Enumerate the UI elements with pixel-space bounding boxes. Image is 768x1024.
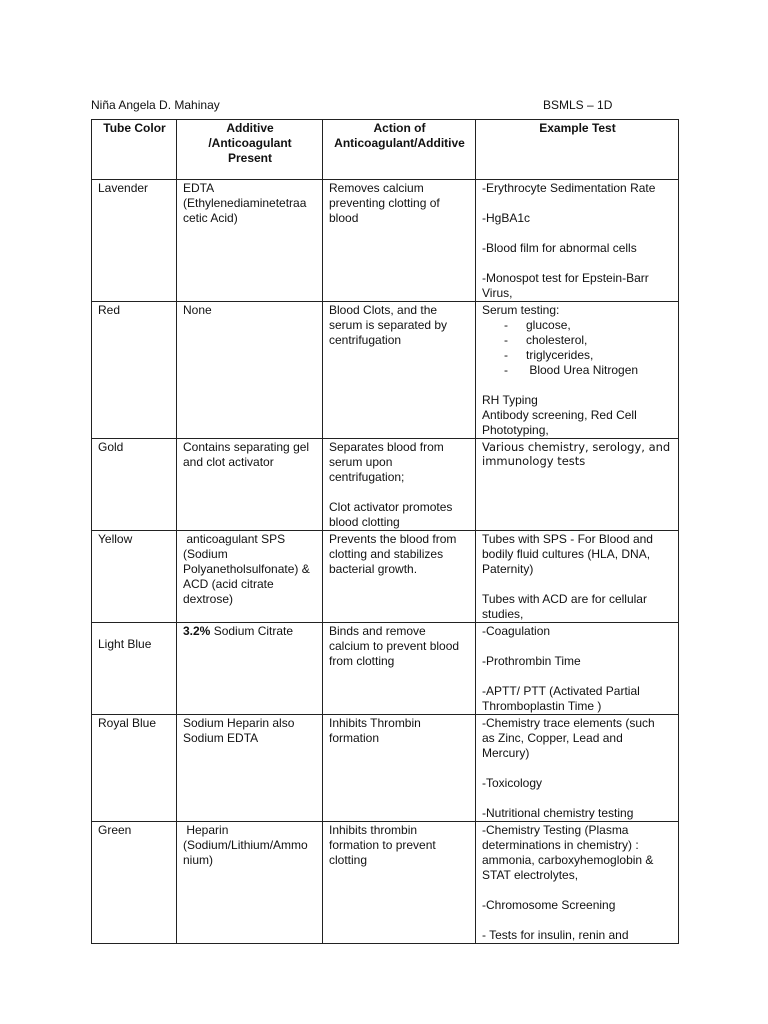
test-item: Antibody screening, Red Cell Phototyping,	[482, 408, 637, 437]
test-item: -Chemistry trace elements (such as Zinc, Copper, Lead and Mercury)	[482, 716, 655, 760]
tube-color-cell	[92, 439, 177, 531]
tube-color-cell	[92, 822, 177, 944]
action-cell	[323, 180, 476, 302]
serum-item: cholesterol,	[526, 333, 588, 347]
additive-percent: 3.2%	[183, 624, 211, 638]
test-item: -HgBA1c	[482, 211, 531, 225]
test-item: -APTT/ PTT (Activated Partial Thromboplastin Time )	[482, 684, 640, 713]
header-action: Action of Anticoagulant/Additive	[323, 120, 476, 180]
tests-cell	[476, 180, 679, 302]
test-item: -Prothrombin Time	[482, 654, 581, 668]
tube-color: Lavender	[98, 181, 149, 195]
test-item: - Tests for insulin, renin and	[482, 928, 629, 942]
additive-cell	[177, 302, 323, 439]
table-row	[92, 623, 679, 715]
tube-color-cell	[92, 623, 177, 715]
tube-color-cell	[92, 302, 177, 439]
table-row	[92, 531, 679, 623]
test-item: -Blood film for abnormal cells	[482, 241, 637, 255]
additive: None	[183, 303, 212, 317]
tests-cell	[476, 302, 679, 439]
additive: anticoagulant SPS (Sodium Polyanetholsulfonate) & ACD (acid citrate dextrose)	[183, 532, 310, 606]
test-item: RH Typing	[482, 393, 538, 407]
action: Binds and remove calcium to prevent blood from clotting	[329, 624, 460, 668]
tube-color: Gold	[98, 440, 124, 454]
tests-cell	[476, 715, 679, 822]
tests-cell	[476, 531, 679, 623]
table-row	[92, 302, 679, 439]
tube-color: Light Blue	[98, 637, 152, 651]
serum-item: triglycerides,	[526, 348, 594, 362]
serum-testing-title: Serum testing:	[482, 303, 560, 317]
header-example-test: Example Test	[476, 120, 679, 180]
table-row	[92, 180, 679, 302]
tests-cell	[476, 439, 679, 531]
action: Blood Clots, and the serum is separated by centrifugation	[329, 303, 448, 347]
student-section: BSMLS – 1D	[543, 98, 613, 112]
action-cell	[323, 623, 476, 715]
header-additive: Additive /Anticoagulant Present	[177, 120, 323, 180]
additive: Heparin (Sodium/Lithium/Ammo nium)	[183, 823, 308, 867]
table-row	[92, 439, 679, 531]
additive: EDTA (Ethylenediaminetetraa cetic Acid)	[183, 181, 307, 225]
action: Prevents the blood from clotting and stabilizes bacterial growth.	[329, 532, 457, 576]
test-item: -Erythrocyte Sedimentation Rate	[482, 181, 656, 195]
list-item: - cholesterol,	[504, 333, 588, 347]
action: Inhibits Thrombin formation	[329, 716, 421, 745]
serum-item: Blood Urea Nitrogen	[526, 363, 639, 377]
tube-color-cell	[92, 715, 177, 822]
tube-color: Red	[98, 303, 121, 317]
test-item: -Chemistry Testing (Plasma determinations in chemistry) : ammonia, carboxyhemoglobin & STAT electrolytes,	[482, 823, 654, 882]
additive-cell	[177, 180, 323, 302]
test-item: Various chemistry, serology, and immunology tests	[482, 440, 671, 469]
action: Removes calcium preventing clotting of blood	[329, 181, 440, 225]
tests-cell	[476, 822, 679, 944]
serum-item: glucose,	[526, 318, 571, 332]
table-header-row	[92, 120, 679, 180]
additive: Sodium Heparin also Sodium EDTA	[183, 716, 295, 745]
additive-cell	[177, 531, 323, 623]
action-cell	[323, 822, 476, 944]
table-row	[92, 715, 679, 822]
additive-cell	[177, 715, 323, 822]
test-item: -Coagulation	[482, 624, 551, 638]
action: Separates blood from serum upon centrifugation;	[329, 440, 444, 484]
test-item: Tubes with ACD are for cellular studies,	[482, 592, 647, 621]
additive	[183, 624, 317, 639]
list-item: - Blood Urea Nitrogen	[504, 363, 639, 377]
tube-color-cell	[92, 180, 177, 302]
action: Clot activator promotes blood clotting	[329, 500, 453, 529]
additive-cell	[177, 623, 323, 715]
action: Inhibits thrombin formation to prevent clotting	[329, 823, 436, 867]
additive-cell	[177, 822, 323, 944]
action-cell	[323, 302, 476, 439]
list-item: - triglycerides,	[504, 348, 594, 362]
tube-color-cell	[92, 531, 177, 623]
test-item: -Toxicology	[482, 776, 543, 790]
test-item: -Monospot test for Epstein-Barr Virus,	[482, 271, 649, 300]
blood-tube-table	[91, 119, 679, 944]
list-item: - glucose,	[504, 318, 571, 332]
table-row	[92, 822, 679, 944]
additive-cell	[177, 439, 323, 531]
tube-color: Yellow	[98, 532, 133, 546]
additive: Contains separating gel and clot activator	[183, 440, 310, 469]
tests-cell	[476, 623, 679, 715]
action-cell	[323, 715, 476, 822]
student-name: Niña Angela D. Mahinay	[91, 98, 220, 112]
header-tube-color: Tube Color	[92, 120, 177, 180]
action-cell	[323, 439, 476, 531]
additive-name: Sodium Citrate	[210, 624, 294, 638]
tube-color: Royal Blue	[98, 716, 157, 730]
tube-color: Green	[98, 823, 132, 837]
test-item: -Chromosome Screening	[482, 898, 616, 912]
action-cell	[323, 531, 476, 623]
test-item: -Nutritional chemistry testing	[482, 806, 634, 820]
test-item: Tubes with SPS - For Blood and bodily fluid cultures (HLA, DNA, Paternity)	[482, 532, 653, 576]
